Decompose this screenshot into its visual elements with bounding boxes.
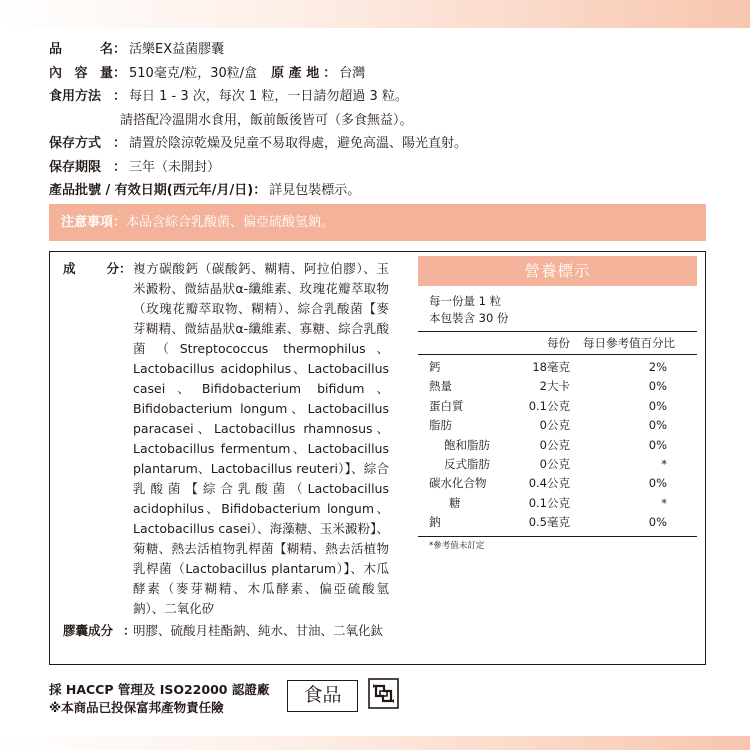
- nutrition-row: 鈉 0.5毫克 0%: [429, 515, 667, 530]
- servings-per-package: 本包裝含 30 份: [429, 311, 509, 325]
- nutrition-serving: [418, 286, 697, 331]
- usage-label: 食用方法: [49, 89, 102, 104]
- serving-size: 每一份量 1 粒: [429, 294, 502, 308]
- haccp-line: 採 HACCP 管理及 ISO22000 認證廠: [49, 682, 270, 697]
- nutrition-title: 營養標示: [418, 256, 697, 286]
- nutrition-facts: [418, 256, 697, 551]
- spec-row-usage-2: [49, 109, 467, 133]
- content-value: 510毫克/粒，30粒/盒: [129, 65, 258, 81]
- spec-row-storage: 保存方式 ： 請置於陰涼乾燥及兒童不易取得處，避免高溫、陽光直射。: [49, 132, 467, 156]
- recycle-icon: [368, 678, 399, 709]
- col-per-serving: 每份: [547, 336, 570, 350]
- capsule-row: 膠囊成分 ： 明膠、硫酸月桂酯鈉、純水、甘油、二氧化鈦: [63, 621, 405, 641]
- shelf-label: 保存期限: [49, 159, 102, 175]
- origin-value: 台灣: [339, 65, 366, 81]
- top-gradient-band: [0, 0, 750, 28]
- ingredients-label: 成 分: [63, 261, 119, 276]
- nutrition-row: 鈣 18毫克 2%: [429, 360, 667, 374]
- warning-bar: [49, 204, 706, 241]
- ingredients-section: [63, 259, 405, 641]
- capsule-label: 膠囊成分: [63, 623, 114, 638]
- spec-row-content: 內 容 量 ： 510毫克/粒，30粒/盒 原 產 地 ： 台灣: [49, 62, 467, 86]
- spec-row-usage: 食用方法 ： 每日 1 - 3 次，每次 1 粒，一日請勿超過 3 粒。: [49, 85, 467, 109]
- nutrition-rows: [418, 355, 697, 533]
- insurance-line: ※本商品已投保富邦產物責任險: [49, 700, 224, 715]
- bottom-gradient-band: [0, 736, 750, 750]
- storage-value: 請置於陰涼乾燥及兒童不易取得處，避免高溫、陽光直射。: [129, 136, 468, 151]
- ingredients-text: 複方碳酸鈣（碳酸鈣、糊精、阿拉伯膠）、玉米澱粉、微結晶狀α-纖維素、玫瑰花瓣萃取物（玫瑰花瓣萃取物、糊精）、綜合乳酸菌【麥芽糊精、微結晶狀α-纖維素、寡糖、綜合乳酸菌（Streptococcus thermophilus、Lactobacillus acidophilus、Lactobacillus casei、Bifidobacterium bifidum、Bifidobacterium longum、Lactobacillus paracasei、Lactobacillus rhamnosus、Lactobacillus fermentum、Lactobacillus plantarum、Lactobacillus reuteri）】、綜合乳酸菌【綜合乳酸菌（Lactobacillus acidophilus、Bifidobacterium longum、Lactobacillus casei）、海藻糖、玉米澱粉】、菊糖、熱去活植物乳桿菌【糊精、熱去活植物乳桿菌（Lactobacillus plantarum）】、木瓜酵素（麥芽糊精、木瓜酵素、偏亞硫酸氫鈉）、二氧化矽: [133, 261, 389, 616]
- food-label-box: 食品: [287, 680, 358, 712]
- ingredients-nutrition-box: [49, 251, 706, 665]
- nutrition-row: 蛋白質 0.1公克 0%: [429, 398, 667, 413]
- nutrition-row: 脂肪 0公克 0%: [429, 418, 667, 433]
- spec-row-shelf: 保存期限 ： 三年（未開封）: [49, 156, 467, 180]
- batch-value: 詳見包裝標示。: [269, 183, 361, 198]
- nutrition-row: 飽和脂肪 0公克 0%: [444, 437, 667, 452]
- nutrition-note: *參考值未訂定: [429, 540, 485, 551]
- ingredients-row: 成 分 ： 複方碳酸鈣（碳酸鈣、糊精、阿拉伯膠）、玉米澱粉、微結晶狀α-纖維素、玫瑰花瓣萃取物（玫瑰花瓣萃取物、糊精）、綜合乳酸菌【麥芽糊精、微結晶狀α-纖維素、寡糖、綜合乳酸菌（Streptococcus thermophilus、Lactobacillus acidophilus、Lactobacillus casei、Bifidobacterium bifidum、Bifidobacterium longum、Lactobacillus paracasei、Lactobacillus rhamnosus、Lactobacillus fermentum、Lactobacillus plantarum、Lactobacillus reuteri）】、綜合乳酸菌【綜合乳酸菌（Lactobacillus acidophilus、Bifidobacterium longum、Lactobacillus casei）、海藻糖、玉米澱粉】、菊糖、熱去活植物乳桿菌【糊精、熱去活植物乳桿菌（Lactobacillus plantarum）】、木瓜酵素（麥芽糊精、木瓜酵素、偏亞硫酸氫鈉）、二氧化矽: [63, 259, 405, 619]
- nutrition-row: 熱量 2大卡 0%: [429, 379, 667, 394]
- spec-row-name: 品 名 ： 活樂EX益菌膠囊: [49, 38, 467, 62]
- nutrition-row: 反式脂肪 0公克 *: [444, 456, 667, 471]
- product-spec: [49, 38, 467, 203]
- spec-row-batch: 產品批號 / 有效日期(西元年/月/日) ： 詳見包裝標示。: [49, 179, 467, 203]
- usage-line-1: 每日 1 - 3 次，每次 1 粒，一日請勿超過 3 粒。: [129, 89, 408, 104]
- nutrition-row: 糖 0.1公克 *: [449, 495, 667, 510]
- nutrition-row: 碳水化合物 0.4公克 0%: [429, 476, 667, 491]
- batch-label: 產品批號 / 有效日期(西元年/月/日): [49, 183, 254, 198]
- origin-label: 原 產 地: [271, 65, 320, 81]
- storage-label: 保存方式: [49, 136, 102, 151]
- footer-certifications: [49, 681, 269, 717]
- warning-text: 本品含綜合乳酸菌、偏亞硫酸氫鈉。: [126, 215, 335, 230]
- nutrition-column-headers: [418, 332, 697, 354]
- name-value: 活樂EX益菌膠囊: [129, 42, 225, 57]
- content-label: 內 容 量: [49, 65, 113, 81]
- shelf-value: 三年（未開封）: [129, 159, 221, 175]
- warning-label: 注意事項：: [61, 215, 127, 230]
- col-daily-value: 每日參考值百分比: [583, 336, 675, 350]
- capsule-text: 明膠、硫酸月桂酯鈉、純水、甘油、二氧化鈦: [133, 623, 384, 638]
- name-label: 品 名: [49, 42, 113, 57]
- usage-line-2: 請搭配冷溫開水食用，飯前飯後皆可（多食無益）。: [120, 112, 413, 128]
